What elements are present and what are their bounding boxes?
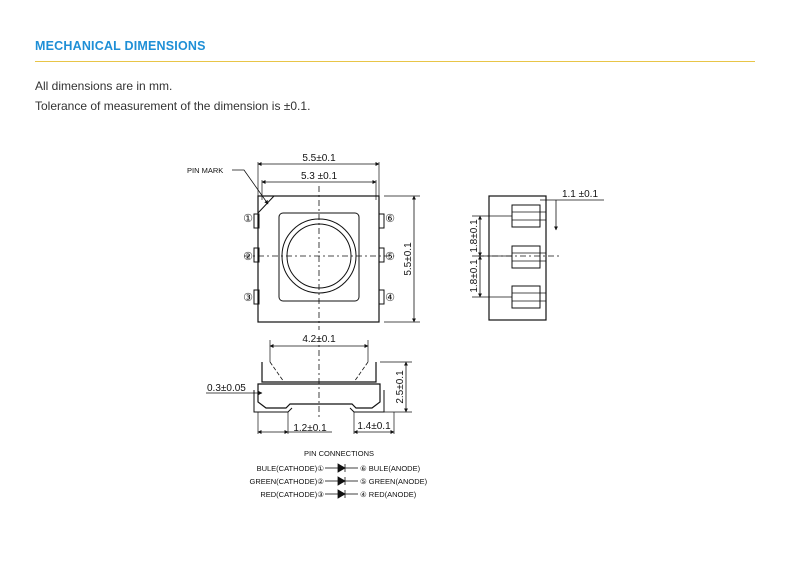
pin-number-4: ④ [385, 292, 395, 304]
top-view-body [258, 196, 379, 322]
pin-number-2: ② [243, 251, 253, 263]
dim-pitch-lower: 1.8±0.1 [469, 259, 480, 293]
dim-pad-width: 1.1 ±0.1 [561, 189, 599, 200]
pin-connection-row-1 [325, 464, 358, 472]
pin-connection-1-right: ⑥ BULE(ANODE) [360, 464, 421, 473]
pad-4 [379, 290, 384, 304]
side-pad-top [512, 205, 540, 227]
pin-mark-label: PIN MARK [187, 166, 224, 175]
pin-connection-2-right: ⑤ GREEN(ANODE) [360, 477, 428, 486]
pin-connection-3-left: RED(CATHODE)③ [260, 490, 324, 499]
pad-6 [379, 214, 384, 228]
side-pad-bot [512, 286, 540, 308]
dim-pad-thickness: 0.3±0.05 [207, 383, 246, 394]
dim-front-height: 2.5±0.1 [395, 370, 406, 404]
dim-lens: 4.2±0.1 [302, 334, 336, 345]
pin-connection-rows [325, 464, 358, 498]
pin-connections-title: PIN CONNECTIONS [303, 449, 375, 458]
pin-number-1: ① [243, 213, 253, 225]
pin-connection-2-left: GREEN(CATHODE)② [249, 477, 324, 486]
pin-number-5: ⑤ [385, 251, 395, 263]
pin-connection-3-right: ④ RED(ANODE) [360, 490, 417, 499]
pad-5 [379, 248, 384, 262]
units-note: All dimensions are in mm. [35, 79, 173, 93]
dim-pad-gap: 1.2±0.1 [293, 423, 327, 434]
pin-number-3: ③ [243, 292, 253, 304]
dim-height-top: 5.5±0.1 [403, 242, 414, 276]
pin-connection-row-3 [325, 490, 358, 498]
pin-connection-row-2 [325, 477, 358, 485]
dim-pitch-upper: 1.8±0.1 [469, 219, 480, 253]
dim-pad-length: 1.4±0.1 [357, 421, 391, 432]
side-view [472, 196, 604, 320]
section-title: MECHANICAL DIMENSIONS [35, 39, 206, 53]
pin-connection-1-left: BULE(CATHODE)① [256, 464, 324, 473]
dim-outer-width: 5.5±0.1 [302, 153, 336, 164]
top-view [232, 162, 420, 330]
side-pad-mid [512, 246, 540, 268]
pin-mark-chamfer [258, 196, 274, 213]
tolerance-note: Tolerance of measurement of the dimension is ±0.1. [35, 99, 311, 113]
pin-number-6: ⑥ [385, 213, 395, 225]
dim-inner-width: 5.3 ±0.1 [300, 171, 338, 182]
pin-mark-leader [232, 170, 268, 204]
